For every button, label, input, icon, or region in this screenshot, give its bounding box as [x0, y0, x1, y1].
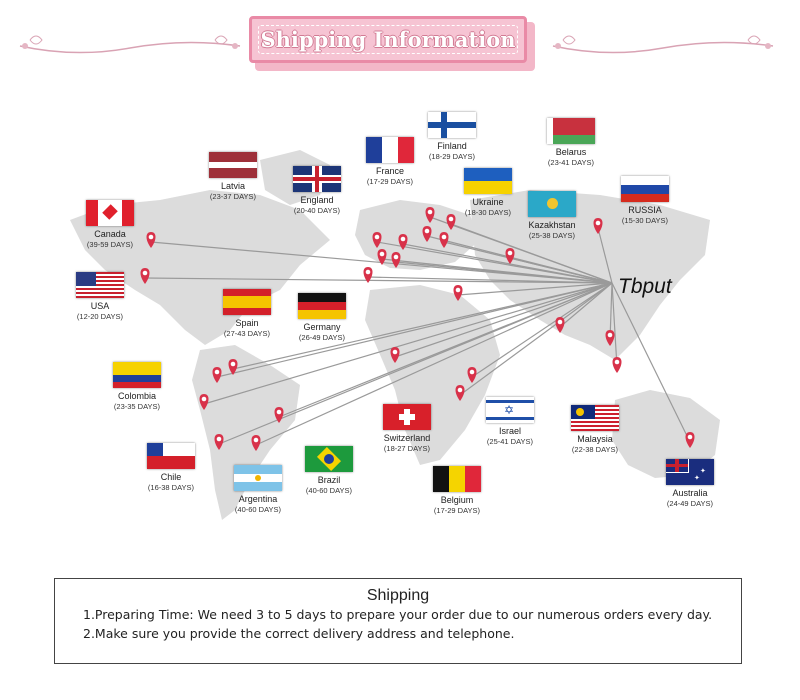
country-name: Canada: [94, 229, 126, 239]
shipping-line-1: 1.Preparing Time: We need 3 to 5 days to prepare your order due to our numerous orders every day.: [83, 607, 713, 622]
flag-belarus-icon: [547, 118, 595, 144]
country-malaysia: [550, 405, 640, 455]
country-israel: [465, 397, 555, 447]
delivery-days: (12-20 DAYS): [76, 312, 124, 321]
country-name: Germany: [303, 322, 341, 332]
delivery-days: (24-49 DAYS): [666, 499, 714, 508]
country-usa: [55, 272, 145, 322]
delivery-days: (40-60 DAYS): [234, 505, 282, 514]
delivery-days: (39-59 DAYS): [86, 240, 134, 249]
delivery-days: (20-40 DAYS): [293, 206, 341, 215]
flag-usa-icon: [76, 272, 124, 298]
flag-spain-icon: [223, 289, 271, 315]
flag-colombia-icon: [113, 362, 161, 388]
flag-england-icon: [293, 166, 341, 192]
country-belarus: [526, 118, 616, 168]
country-name: Brazil: [317, 475, 341, 485]
country-kazakhstan: [507, 191, 597, 241]
country-name: Argentina: [238, 494, 278, 504]
country-latvia: [188, 152, 278, 202]
country-england: [272, 166, 362, 216]
country-name: RUSSIA: [628, 205, 662, 215]
delivery-days: (23-35 DAYS): [113, 402, 161, 411]
country-chile: [126, 443, 216, 493]
delivery-days: (25-38 DAYS): [528, 231, 576, 240]
country-name: Spain: [235, 318, 259, 328]
country-russia: [600, 176, 690, 226]
banner-title: Shipping Information: [260, 27, 516, 52]
flag-australia-icon: ✦ ✦: [666, 459, 714, 485]
flag-russia-icon: [621, 176, 669, 202]
delivery-days: (23-37 DAYS): [209, 192, 257, 201]
flag-ukraine-icon: [464, 168, 512, 194]
delivery-days: (26-49 DAYS): [298, 333, 346, 342]
flag-finland-icon: [428, 112, 476, 138]
country-name: Malaysia: [577, 434, 613, 444]
flag-malaysia-icon: [571, 405, 619, 431]
flag-switzerland-icon: [383, 404, 431, 430]
hub-label: Tbput: [618, 275, 672, 298]
flag-belgium-icon: [433, 466, 481, 492]
country-name: Kazakhstan: [528, 220, 576, 230]
country-australia: [645, 459, 735, 509]
flag-kazakhstan-icon: [528, 191, 576, 217]
flag-france-icon: [366, 137, 414, 163]
country-name: Finland: [437, 141, 467, 151]
delivery-days: (27-43 DAYS): [223, 329, 271, 338]
delivery-days: (18-29 DAYS): [428, 152, 476, 161]
delivery-days: (17-29 DAYS): [433, 506, 481, 515]
flag-latvia-icon: [209, 152, 257, 178]
delivery-days: (18-27 DAYS): [383, 444, 431, 453]
location-pin-icon: [613, 357, 622, 373]
country-belgium: [412, 466, 502, 516]
delivery-days: (18-30 DAYS): [464, 208, 512, 217]
country-name: Australia: [672, 488, 708, 498]
flag-brazil-icon: [305, 446, 353, 472]
country-name: Ukraine: [472, 197, 504, 207]
country-name: Switzerland: [383, 433, 431, 443]
delivery-days: (15-30 DAYS): [621, 216, 669, 225]
country-name: Belgium: [440, 495, 474, 505]
delivery-days: (22-38 DAYS): [571, 445, 619, 454]
country-name: Colombia: [117, 391, 157, 401]
country-colombia: [92, 362, 182, 412]
flag-canada-icon: [86, 200, 134, 226]
flag-israel-icon: ✡: [486, 397, 534, 423]
country-argentina: [213, 465, 303, 515]
delivery-days: (16-38 DAYS): [147, 483, 195, 492]
delivery-days: (25-41 DAYS): [486, 437, 534, 446]
country-name: Chile: [160, 472, 182, 482]
flag-germany-icon: [298, 293, 346, 319]
flag-chile-icon: [147, 443, 195, 469]
delivery-days: (40-60 DAYS): [305, 486, 353, 495]
country-name: Israel: [498, 426, 521, 436]
country-name: Belarus: [555, 147, 587, 157]
country-name: Latvia: [220, 181, 246, 191]
country-name: England: [300, 195, 334, 205]
country-germany: [277, 293, 367, 343]
flag-argentina-icon: [234, 465, 282, 491]
delivery-days: (17-29 DAYS): [366, 177, 414, 186]
country-name: France: [375, 166, 404, 176]
delivery-days: (23-41 DAYS): [547, 158, 595, 167]
shipping-line-2: 2.Make sure you provide the correct delivery address and telephone.: [83, 626, 515, 641]
country-switzerland: [362, 404, 452, 454]
country-name: USA: [90, 301, 110, 311]
shipping-box: [54, 578, 742, 664]
country-canada: [65, 200, 155, 250]
shipping-title: Shipping: [366, 587, 430, 604]
